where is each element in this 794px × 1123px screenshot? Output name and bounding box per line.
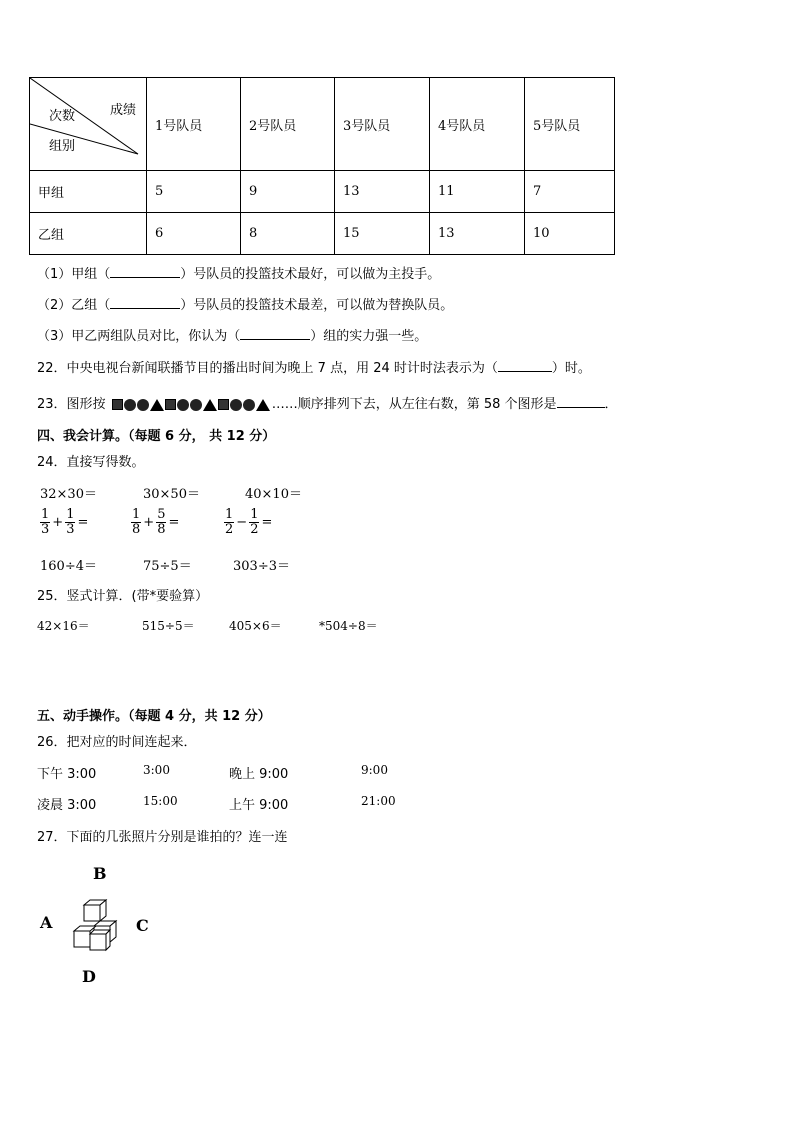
q26-item: 下午 3:00 xyxy=(37,767,97,782)
q24-title: 24．直接写得数。 xyxy=(37,455,145,470)
equals-sign: = xyxy=(168,514,180,530)
q24-item: 303÷3＝ xyxy=(233,559,290,574)
denominator: 3 xyxy=(66,521,75,537)
denominator: 2 xyxy=(250,521,259,537)
header-count-label: 次数 xyxy=(49,109,76,124)
table-cell: 13 xyxy=(430,213,525,255)
numerator: 1 xyxy=(41,507,50,522)
q24-item: 160÷4＝ xyxy=(40,559,97,574)
q21-p3-text-a: （3）甲乙两组队员对比，你认为（ xyxy=(37,329,241,344)
q24-item: 32×30＝ xyxy=(40,487,97,502)
q26-title: 26．把对应的时间连起来． xyxy=(37,735,197,750)
triangle-icon xyxy=(203,399,217,411)
label-d: D xyxy=(82,967,96,986)
q23-text-b: ……顺序排列下去，从左往右数，第 58 个图形是 xyxy=(271,397,557,412)
answer-blank[interactable] xyxy=(240,339,310,340)
q21-p1-text-a: （1）甲组（ xyxy=(37,267,111,282)
operator: + xyxy=(143,514,155,530)
answer-blank[interactable] xyxy=(110,308,180,309)
label-c: C xyxy=(136,916,149,935)
q25-item: 42×16＝ xyxy=(37,619,90,633)
table-cell: 10 xyxy=(525,213,615,255)
section-5-title: 五、动手操作。（每题 4 分，共 12 分） xyxy=(37,709,271,724)
numerator: 1 xyxy=(66,507,75,522)
circle-icon xyxy=(124,399,136,411)
circle-icon xyxy=(243,399,255,411)
numerator: 1 xyxy=(225,507,234,522)
fraction xyxy=(65,508,75,536)
circle-icon xyxy=(190,399,202,411)
q24-item: 75÷5＝ xyxy=(143,559,192,574)
q22-text-b: ）时。 xyxy=(551,361,591,376)
answer-blank[interactable] xyxy=(498,371,552,372)
q25-item: 515÷5＝ xyxy=(142,619,195,633)
table-cell: 5 xyxy=(147,171,241,213)
label-a: A xyxy=(40,913,53,932)
q23-text-a: 23．图形按 xyxy=(37,397,106,412)
equals-sign: = xyxy=(261,514,273,530)
q21-p3-text-b: ）组的实力强一些。 xyxy=(310,329,428,344)
fraction xyxy=(249,508,259,536)
diagonal-lines xyxy=(30,78,147,171)
equals-sign: = xyxy=(77,514,89,530)
row-label: 甲组 xyxy=(30,171,147,213)
square-icon xyxy=(165,399,176,410)
triangle-icon xyxy=(150,399,164,411)
fraction xyxy=(40,508,50,536)
q24-fraction-item xyxy=(40,508,88,536)
column-header: 1号队员 xyxy=(147,78,241,171)
table-cell: 8 xyxy=(241,213,335,255)
q26-item: 3:00 xyxy=(143,763,170,777)
table-cell: 11 xyxy=(430,171,525,213)
q24-item: 40×10＝ xyxy=(245,487,302,502)
column-header: 5号队员 xyxy=(525,78,615,171)
table-row xyxy=(30,171,615,213)
q24-item: 30×50＝ xyxy=(143,487,200,502)
table-cell: 9 xyxy=(241,171,335,213)
denominator: 8 xyxy=(157,521,166,537)
section-4-title: 四、我会计算。（每题 6 分， 共 12 分） xyxy=(37,429,276,444)
denominator: 2 xyxy=(225,521,234,537)
answer-blank[interactable] xyxy=(557,407,605,408)
q21-part1 xyxy=(37,263,440,282)
q22-text-a: 22．中央电视台新闻联播节目的播出时间为晚上 7 点，用 24 时计时法表示为（ xyxy=(37,361,498,376)
denominator: 8 xyxy=(132,521,141,537)
table-header-diagonal-cell xyxy=(30,78,147,171)
table-row xyxy=(30,213,615,255)
q26-item: 9:00 xyxy=(361,763,388,777)
operator: − xyxy=(236,514,248,530)
cube-stack-icon xyxy=(70,899,122,953)
table-cell: 6 xyxy=(147,213,241,255)
circle-icon xyxy=(177,399,189,411)
header-score-label: 成绩 xyxy=(110,103,137,118)
q25-title: 25．竖式计算．(带*要验算） xyxy=(37,589,209,604)
fraction xyxy=(224,508,234,536)
q21-part2 xyxy=(37,294,453,313)
answer-blank[interactable] xyxy=(110,277,180,278)
column-header: 4号队员 xyxy=(430,78,525,171)
numerator: 5 xyxy=(157,507,166,522)
shape-sequence xyxy=(112,399,270,411)
numerator: 1 xyxy=(132,507,141,522)
column-header: 2号队员 xyxy=(241,78,335,171)
q26-item: 上午 9:00 xyxy=(229,798,289,813)
column-header: 3号队员 xyxy=(335,78,430,171)
square-icon xyxy=(112,399,123,410)
q26-item: 15:00 xyxy=(143,794,178,808)
numerator: 1 xyxy=(250,507,259,522)
q26-item: 21:00 xyxy=(361,794,396,808)
fraction xyxy=(131,508,141,536)
operator: + xyxy=(52,514,64,530)
q25-item: *504÷8＝ xyxy=(319,619,378,633)
label-b: B xyxy=(93,864,107,883)
row-label: 乙组 xyxy=(30,213,147,255)
circle-icon xyxy=(137,399,149,411)
denominator: 3 xyxy=(41,521,50,537)
fraction xyxy=(156,508,166,536)
square-icon xyxy=(218,399,229,410)
question-23 xyxy=(37,393,618,412)
question-22 xyxy=(37,357,591,376)
header-group-label: 组别 xyxy=(49,139,76,154)
triangle-icon xyxy=(256,399,270,411)
q21-p1-text-b: ）号队员的投篮技术最好，可以做为主投手。 xyxy=(180,267,441,282)
score-table xyxy=(29,77,615,255)
table-cell: 13 xyxy=(335,171,430,213)
q24-fraction-item xyxy=(224,508,272,536)
table-cell: 7 xyxy=(525,171,615,213)
q24-fraction-item xyxy=(131,508,179,536)
q26-item: 凌晨 3:00 xyxy=(37,798,97,813)
q21-part3 xyxy=(37,325,427,344)
q21-p2-text-b: ）号队员的投篮技术最差，可以做为替换队员。 xyxy=(180,298,454,313)
q23-text-c: ． xyxy=(604,397,618,412)
table-cell: 15 xyxy=(335,213,430,255)
q21-p2-text-a: （2）乙组（ xyxy=(37,298,111,313)
q25-item: 405×6＝ xyxy=(229,619,282,633)
circle-icon xyxy=(230,399,242,411)
q26-item: 晚上 9:00 xyxy=(229,767,289,782)
q27-title: 27．下面的几张照片分别是谁拍的？连一连 xyxy=(37,830,288,845)
